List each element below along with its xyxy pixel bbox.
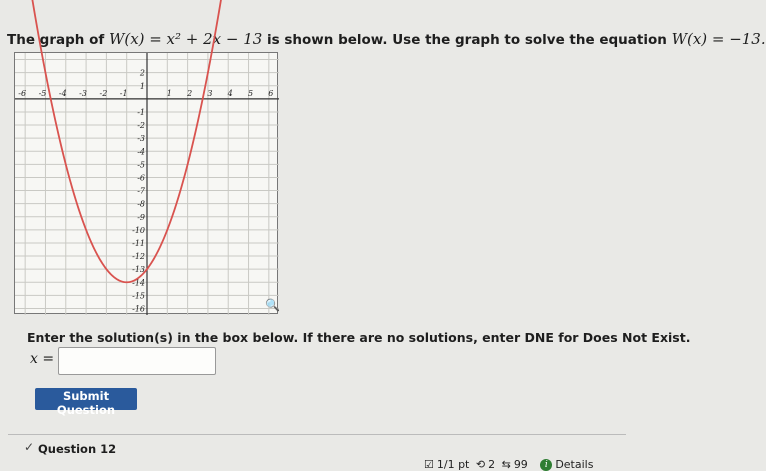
x-tick-label: 3	[207, 88, 213, 98]
x-tick-label: 5	[247, 88, 254, 98]
y-tick-label: -14	[132, 278, 145, 288]
question-middle: is shown below. Use the graph to solve the equation	[267, 32, 667, 48]
y-tick-label: 1	[139, 81, 145, 91]
x-tick-label: 2	[187, 88, 193, 98]
y-tick-label: -4	[137, 147, 145, 157]
y-tick-label: 2	[139, 68, 145, 78]
y-tick-label: -15	[132, 291, 145, 301]
y-tick-label: -5	[137, 160, 145, 170]
equation-rhs: = −13.	[711, 30, 766, 48]
y-tick-label: -7	[137, 186, 145, 196]
footer-divider	[8, 434, 626, 435]
checkbox-icon: ☑	[424, 458, 434, 471]
function-graph	[14, 52, 278, 314]
y-tick-label: -10	[132, 225, 145, 235]
answer-input[interactable]	[58, 347, 216, 375]
check-icon: ✓	[24, 440, 35, 454]
y-tick-label: -11	[132, 238, 145, 248]
x-tick-label: -2	[99, 88, 108, 98]
details-link[interactable]: Details	[555, 458, 594, 471]
attempts-count: 99	[513, 458, 528, 471]
x-tick-label: -4	[58, 88, 67, 98]
answer-label: x =	[30, 351, 55, 367]
x-tick-label: -6	[18, 88, 27, 98]
info-icon[interactable]: i	[540, 459, 552, 471]
y-tick-label: -12	[132, 252, 145, 262]
y-tick-label: -6	[137, 173, 145, 183]
question-label: Question 12	[38, 442, 117, 456]
x-tick-label: 1	[166, 88, 172, 98]
retry-icon: ⟲	[475, 458, 486, 471]
y-tick-label: -13	[132, 265, 145, 275]
question-prefix: The graph of	[7, 32, 105, 48]
x-tick-label: -3	[79, 88, 87, 98]
x-tick-label: 6	[268, 88, 274, 98]
y-tick-label: -2	[137, 121, 145, 131]
question-stats	[424, 458, 596, 471]
instructions-text: Enter the solution(s) in the box below. If there are no solutions, enter DNE for Does Not Exist.	[27, 330, 691, 345]
retries-count: 2	[488, 458, 496, 471]
submit-question-button[interactable]: Submit Question	[35, 388, 137, 410]
y-tick-label: -9	[137, 212, 145, 222]
score-text: 1/1 pt	[436, 458, 470, 471]
attempts-icon: ⇆	[501, 458, 511, 471]
x-tick-label: -1	[119, 88, 128, 98]
function-rhs: x² + 2x − 13	[166, 30, 263, 48]
y-tick-label: -1	[137, 107, 145, 117]
y-tick-label: -3	[137, 134, 145, 144]
question-footer	[0, 430, 635, 470]
x-tick-label: -5	[38, 88, 47, 98]
y-tick-label: -16	[132, 304, 145, 314]
function-lhs: W(x)	[108, 30, 145, 48]
graph-svg	[15, 53, 279, 315]
equation-lhs: W(x)	[671, 30, 708, 48]
y-tick-label: -8	[137, 199, 145, 209]
question-text: The graph of W(x) = x² + 2x − 13 is shown below. Use the graph to solve the equation W(x) = −13.	[7, 30, 766, 48]
magnifier-icon[interactable]: 🔍	[265, 298, 280, 312]
x-tick-label: 4	[227, 88, 233, 98]
